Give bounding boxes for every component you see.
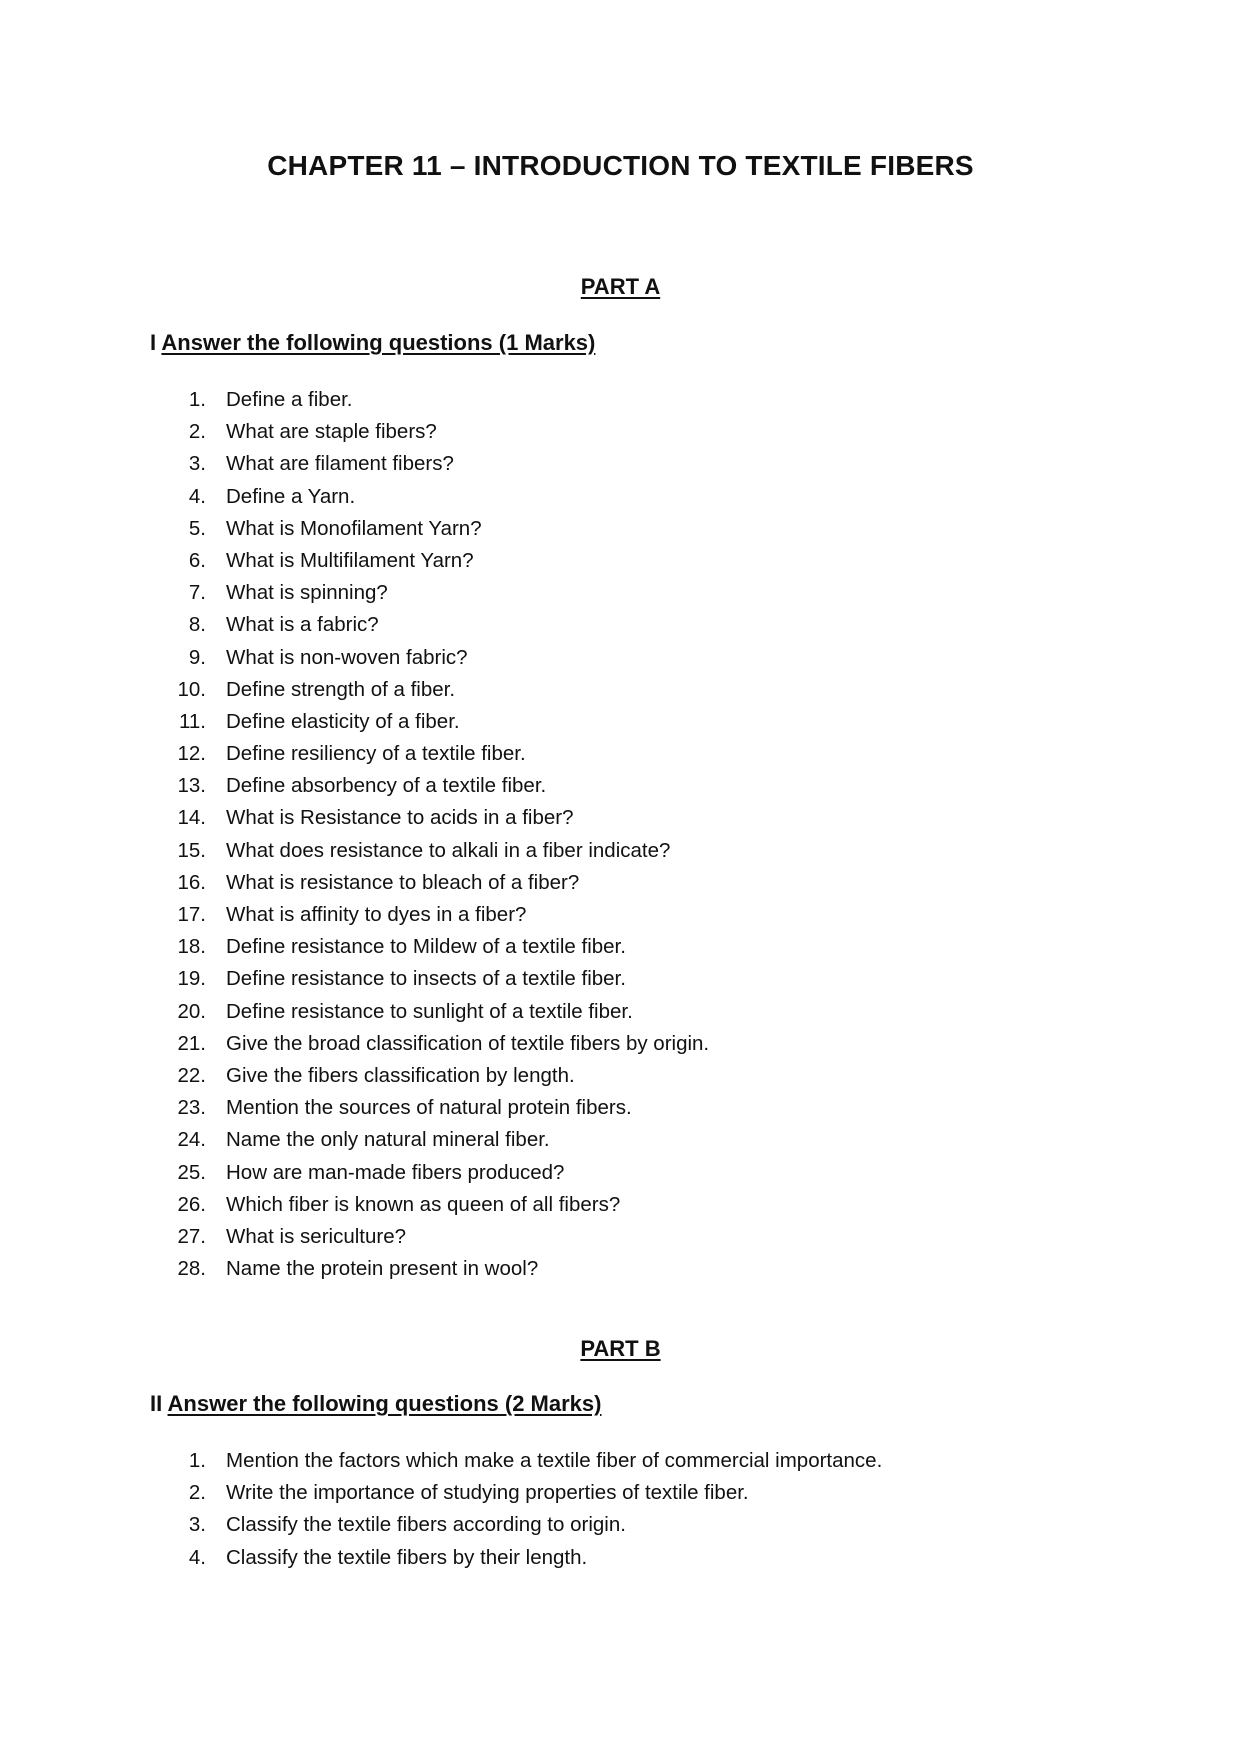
question-number: 13.	[177, 774, 206, 798]
question-number: 2.	[188, 420, 206, 444]
part-b-heading	[0, 1336, 1241, 1362]
question-text: Mention the factors which make a textile fiber of commercial importance.	[226, 1449, 883, 1472]
question-number: 26.	[177, 1192, 206, 1216]
question-number: 20.	[177, 999, 206, 1023]
part-a-section-number: I	[150, 330, 157, 355]
question-text: Give the broad classification of textile fibers by origin.	[226, 1031, 710, 1055]
question-text: Define elasticity of a fiber.	[226, 709, 460, 733]
part-a-instruction: Answer the following questions (1 Marks)	[161, 330, 596, 355]
question-text: Define strength of a fiber.	[226, 677, 456, 701]
question-text: Define absorbency of a textile fiber.	[226, 774, 547, 798]
part-b-heading-text: PART B	[580, 1336, 661, 1361]
question-text: What does resistance to alkali in a fiber indicate?	[226, 838, 671, 862]
question-number: 3.	[188, 1513, 206, 1537]
question-number: 9.	[188, 645, 206, 669]
question-text: Define resiliency of a textile fiber.	[226, 742, 526, 766]
question-number: 17.	[177, 903, 206, 926]
question-number: 1.	[188, 388, 206, 411]
question-number: 22.	[177, 1063, 206, 1087]
question-number: 8.	[188, 613, 206, 637]
question-number: 2.	[188, 1481, 206, 1505]
question-text: Define resistance to Mildew of a textile fiber.	[226, 935, 626, 959]
question-text: Name the only natural mineral fiber.	[226, 1128, 550, 1152]
question-text: Write the importance of studying properties of textile fiber.	[226, 1481, 749, 1505]
part-b-section-heading	[150, 1391, 601, 1417]
question-number: 1.	[188, 1449, 206, 1472]
question-text: Define resistance to sunlight of a textile fiber.	[226, 999, 633, 1023]
question-number: 5.	[188, 516, 206, 540]
question-number: 6.	[188, 548, 206, 572]
question-text: What is resistance to bleach of a fiber?	[226, 870, 580, 894]
question-number: 15.	[177, 838, 206, 862]
question-number: 24.	[177, 1128, 206, 1152]
question-number: 4.	[188, 1545, 206, 1569]
question-text: Mention the sources of natural protein fibers.	[226, 1096, 632, 1120]
part-a-section-heading	[150, 330, 595, 356]
question-text: How are man-made fibers produced?	[226, 1160, 565, 1184]
question-number: 19.	[177, 967, 206, 991]
question-number: 12.	[177, 742, 206, 766]
question-text: Give the fibers classification by length.	[226, 1063, 575, 1087]
question-text: What is spinning?	[226, 581, 388, 605]
question-text: What is affinity to dyes in a fiber?	[226, 903, 527, 926]
question-number: 3.	[188, 452, 206, 476]
question-text: What are staple fibers?	[226, 420, 437, 444]
question-text: Classify the textile fibers by their length.	[226, 1545, 588, 1569]
question-number: 23.	[177, 1096, 206, 1120]
question-text: What is Resistance to acids in a fiber?	[226, 806, 574, 830]
question-number: 25.	[177, 1160, 206, 1184]
question-text: What is non-woven fabric?	[226, 645, 468, 669]
question-number: 7.	[188, 581, 206, 605]
question-number: 28.	[177, 1257, 206, 1281]
part-b-instruction: Answer the following questions (2 Marks)	[167, 1391, 602, 1416]
question-text: What is Monofilament Yarn?	[226, 516, 482, 540]
question-text: What is a fabric?	[226, 613, 379, 637]
part-a-heading	[0, 274, 1241, 300]
chapter-title: CHAPTER 11 – INTRODUCTION TO TEXTILE FIBERS	[267, 150, 974, 181]
question-text: Classify the textile fibers according to origin.	[226, 1513, 626, 1537]
question-text: Define a Yarn.	[226, 484, 356, 508]
question-text: Which fiber is known as queen of all fibers?	[226, 1192, 621, 1216]
question-number: 21.	[177, 1031, 206, 1055]
question-number: 27.	[177, 1224, 206, 1248]
question-text: Define resistance to insects of a textile fiber.	[226, 967, 626, 991]
question-number: 11.	[179, 709, 206, 733]
question-number: 14.	[177, 806, 206, 830]
question-text: What are filament fibers?	[226, 452, 454, 476]
question-number: 18.	[177, 935, 206, 959]
question-text: Name the protein present in wool?	[226, 1257, 539, 1281]
question-number: 10.	[177, 677, 206, 701]
question-text: Define a fiber.	[226, 388, 353, 411]
part-a-heading-text: PART A	[580, 274, 661, 299]
question-number: 4.	[188, 484, 206, 508]
part-b-section-number: II	[150, 1391, 163, 1416]
question-text: What is sericulture?	[226, 1224, 407, 1248]
question-text: What is Multifilament Yarn?	[226, 548, 474, 572]
question-number: 16.	[177, 870, 206, 894]
